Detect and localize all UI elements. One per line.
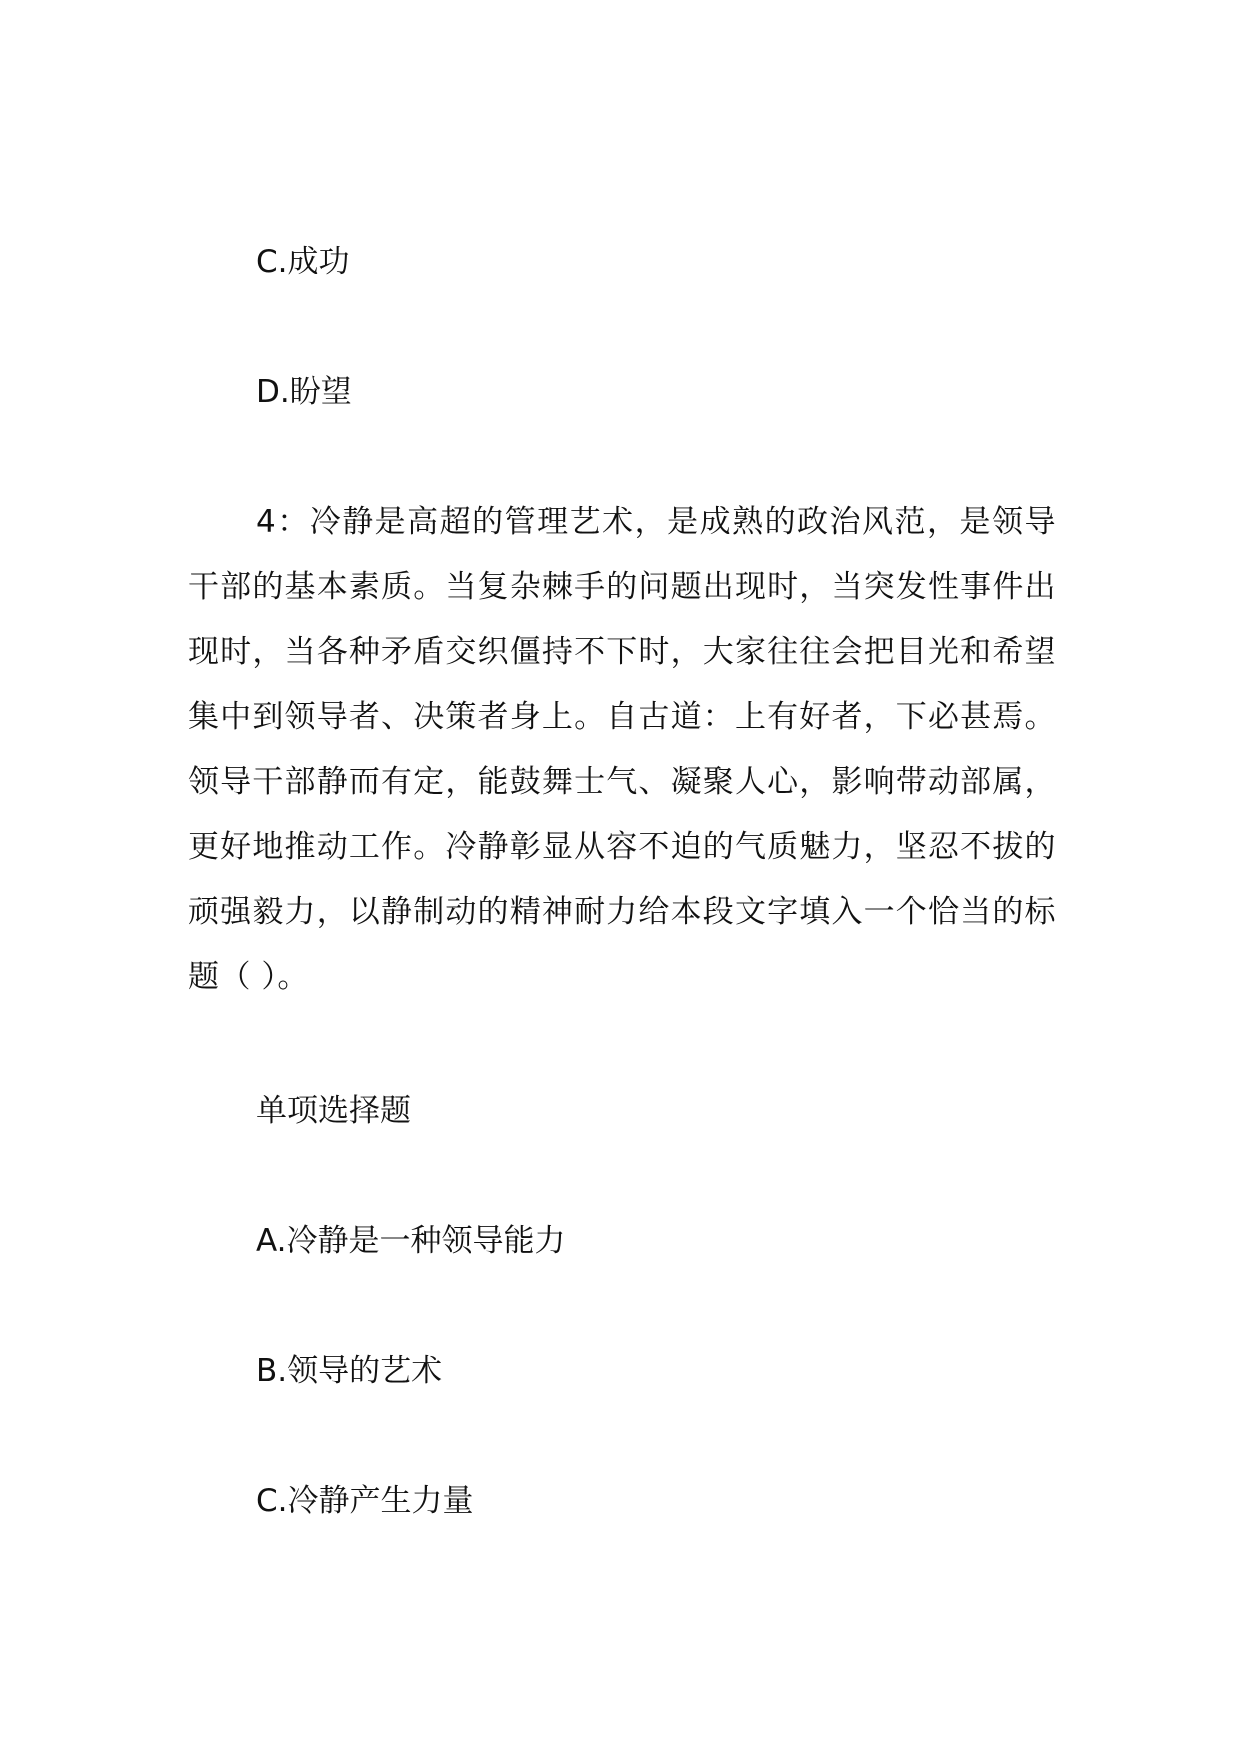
option-a: A.冷静是一种领导能力 [256, 1223, 566, 1259]
option-c-prev: C.成功 [256, 244, 350, 280]
option-c: C.冷静产生力量 [256, 1483, 474, 1519]
question-text: 4：冷静是高超的管理艺术，是成熟的政治风范，是领导干部的基本素质。当复杂棘手的问题出现时，当突发性事件出现时，当各种矛盾交织僵持不下时，大家往往会把目光和希望集中到领导者、决策者身上。自古道：上有好者，下必甚焉。领导干部静而有定，能鼓舞士气、凝聚人心，影响带动部属，更好地推动工作。冷静彰显从容不迫的气质魅力，坚忍不拔的顽强毅力，以静制动的精神耐力给本段文字填入一个恰当的标题（ ）。 [188, 504, 1056, 995]
option-b: B.领导的艺术 [256, 1353, 443, 1389]
question-type-label: 单项选择题 [256, 1093, 411, 1129]
option-d-prev: D.盼望 [256, 374, 352, 410]
